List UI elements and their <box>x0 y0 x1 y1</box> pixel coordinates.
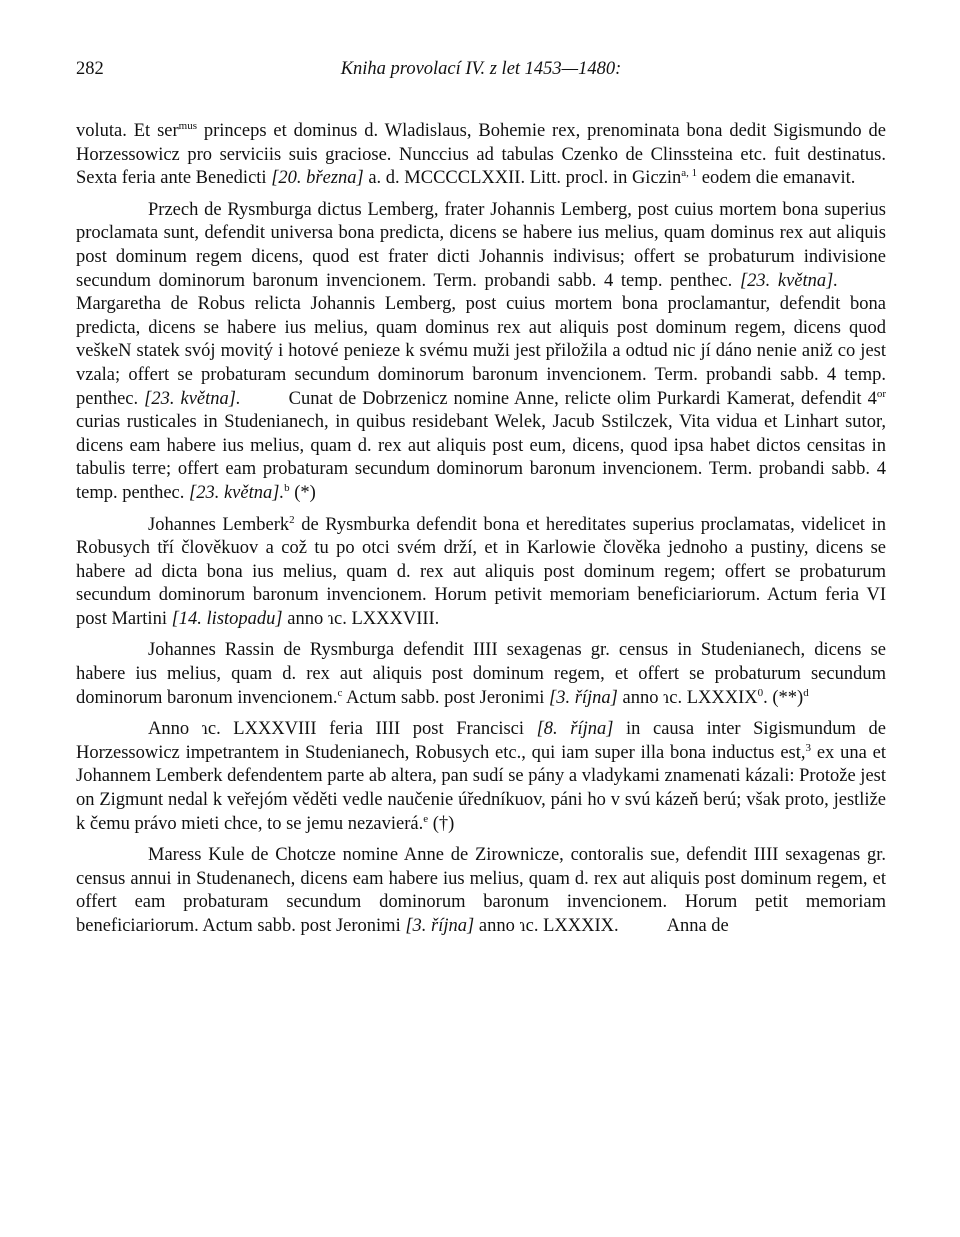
date-annotation: [8. října] <box>536 719 614 740</box>
paragraph <box>76 514 886 632</box>
text-run: Johannes Rassin de Rysmburga defendit IIII sexagenas gr. census in Studenianech, dicens se habere ius melius, quam d. rex aut aliquis post dominum regem, et offert se probaturum secundum dominorum baronum invencionem. <box>76 640 886 708</box>
footnote-marker: b <box>284 481 290 494</box>
page-header <box>76 58 886 84</box>
text-run: (*) <box>289 482 316 503</box>
footnote-marker: c <box>337 686 343 699</box>
text-run: Johannes Lemberk <box>148 514 290 535</box>
date-annotation: [23. května]. <box>739 270 838 291</box>
text-run: (†) <box>428 813 455 834</box>
text-run: ex una et Johannem Lemberk defendentem parte ab altera, pan sudí se pány a vladykami znamenati kázali: Protože jest on Zigmunt nedal k veřejóm věděti vedle naučenie úředníkuov, páni ho v svú kázeň berú; však proto, jestliže k čemu právo mieti chce, to se jemu nezavierá. <box>76 742 886 834</box>
paragraph <box>76 639 886 710</box>
text-run: Przech de Rysmburga dictus Lemberg, frater Johannis Lemberg, post cuius mortem bona superius proclamata sunt, defendit universa bona predicta, dicens se habere ius melius, quam dominus rex aut aliquis post dominum regem dicens, quod est frater dicti Johannis indivisus; offert se probaturum indivisione secundum dominorum baronum invencionem. Term. probandi sabb. 4 temp. penthec. <box>76 199 886 291</box>
date-annotation: [20. března] <box>271 168 364 189</box>
text-run: in causa inter Sigismundum de Horzessowicz impetrantem in Studenianech, Robusych etc., qui iam super illa bona inductus est, <box>76 719 886 763</box>
date-annotation: [23. května]. <box>189 482 285 503</box>
running-title: Kniha provolací IV. z let 1453—1480: <box>340 59 622 79</box>
date-annotation: [23. května]. <box>144 388 241 409</box>
text-run: . (**) <box>763 687 804 708</box>
superscript: 0 <box>757 686 764 699</box>
footnote-marker: e <box>423 812 429 825</box>
footnote-marker: 2 <box>289 513 295 526</box>
text-run: Cunat de Dobrzenicz nomine Anne, relicte olim Purkardi Kamerat, defendit 4 <box>288 388 877 409</box>
date-annotation: [3. října] <box>405 916 475 936</box>
text-run: Anna de <box>666 916 729 936</box>
date-annotation: [3. října] <box>549 687 618 708</box>
page-number: 282 <box>76 59 104 79</box>
text-run: de Rysmburka defendit bona et hereditates superius proclamatas, videlicet in Robusych tří člověkuov a což tu po otci svém drží, et in Karlowie člověka jednoho a pustiny, dicens se habere ad dicta bona ius melius, quam d. rex aut aliquis post dominum regem; offert se probaturum secundum dominorum baronum invencionem. Horum petivit memoriam beneficiariorum. Actum feria VI post Martini <box>76 514 886 629</box>
text-run: Margaretha de Robus relicta Johannis Lemberg, post cuius mortem bona proclamantur, defendit bona predicta, dicens se habere ius melius, quam dominus rex aut aliquis post dominum regem, dicens quod veškeN statek svój movitý i hotové penieze k svému muži jest přiložila a odtud nic jí dáno nenie aniž co jest vzala; offert se probaturam secundum dominorum baronum invencionem. Term. probandi sabb. 4 temp. penthec. <box>76 294 886 409</box>
footnote-marker: 3 <box>805 741 811 754</box>
superscript: or <box>876 387 886 400</box>
date-annotation: [14. listopadu] <box>171 608 283 629</box>
text-run: anno ɿc. LXXXVIII. <box>282 608 440 629</box>
text-run: Actum sabb. post Jeronimi <box>342 687 549 708</box>
text-run: voluta. Et ser <box>76 121 179 141</box>
paragraph <box>76 199 886 506</box>
superscript: mus <box>178 119 197 132</box>
text-run: Maress Kule de Chotcze nomine Anne de Zirownicze, contoralis sue, defendit IIII sexagenas gr. census annui in Studenanech, dicens eam habere ius melius, quam d. rex aut aliquis post dominum regem, et offert eam probaturam secundum dominorum baronum invencionem. Horum petit memoriam beneficiariorum. Actum sabb. post Jeronimi <box>76 845 886 936</box>
text-run: anno ɿc. LXXXIX <box>617 687 758 708</box>
text-run: a. d. MCCCCLXXII. Litt. procl. in Giczin <box>363 168 682 189</box>
footnote-marker: d <box>803 686 809 699</box>
paragraph <box>76 844 886 938</box>
document-page <box>76 58 886 939</box>
text-run: anno ɿc. LXXXIX. <box>474 916 619 936</box>
paragraph <box>76 718 886 836</box>
footnote-marker: a, 1 <box>681 167 698 180</box>
text-run: princeps et dominus d. Wladislaus, Bohemie rex, prenominata bona dedit Sigismundo de Horzessowicz pro serviciis suis graciose. Nunccius ad tabulas Czenko de Clinssteina etc. fuit destinatus. Sexta feria ante Benedicti <box>76 121 886 189</box>
paragraph <box>76 120 886 191</box>
text-run: curias rusticales in Studenianech, in quibus residebant Welek, Jacub Sstilczek, Vita vidua et Linhart sutor, dicens eam habere ius melius, quam d. rex aut aliquis post eum, dicens, quod ipsa habet dictos censitas in tabulis terre; offert eam probaturam secundum dominorum baronum invencionem. Term. probandi sabb. 4 temp. penthec. <box>76 412 886 503</box>
text-run: eodem die emanavit. <box>697 168 856 189</box>
text-run: Anno ɿc. LXXXVIII feria IIII post Francisci <box>148 719 537 740</box>
